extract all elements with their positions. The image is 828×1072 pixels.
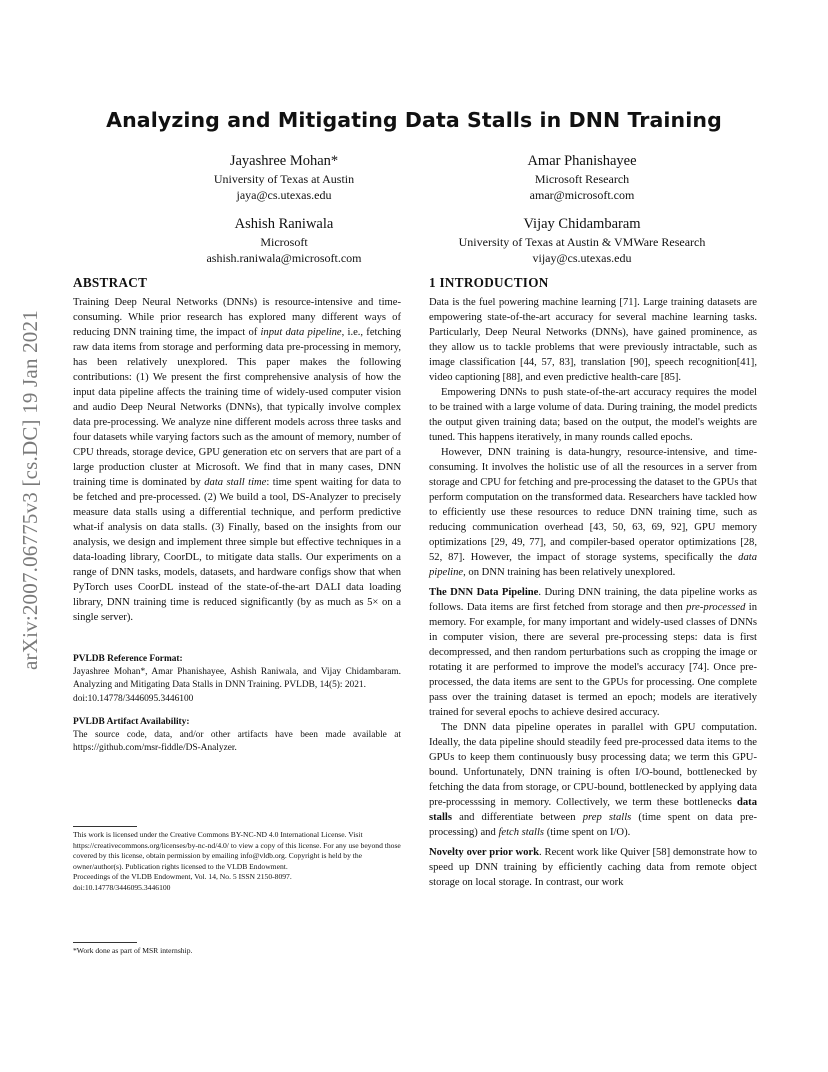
pvldb-reference-text: Jayashree Mohan*, Amar Phanishayee, Ashish Raniwala, and Vijay Chidambaram. Analyzing and Mitigating Data Stalls in DNN Training. PVLDB, 14(5): 2021.	[73, 667, 401, 691]
license-proceedings: Proceedings of the VLDB Endowment, Vol. 14, No. 5 ISSN 2150-8097.	[73, 872, 292, 882]
license-block	[73, 830, 401, 894]
author-name: Vijay Chidambaram	[523, 216, 641, 232]
pvldb-artifact-text: The source code, data, and/or other artifacts have been made available at https://github.com/msr-fiddle/DS-Analyzer.	[73, 730, 401, 754]
pvldb-reference	[73, 653, 401, 706]
license-doi: doi:10.14778/3446095.3446100	[73, 882, 171, 892]
footnote: *Work done as part of MSR internship.	[73, 946, 193, 955]
author-email: jaya@cs.utexas.edu	[236, 188, 332, 202]
novelty-paragraph: Novelty over prior work. Recent work like Quiver [58] demonstrate how to speed up DNN training by efficiently caching data from remote object storage on local storage. In contrast, our work	[429, 847, 757, 888]
pvldb-reference-heading: PVLDB Reference Format:	[73, 654, 183, 664]
abstract-text: Training Deep Neural Networks (DNNs) is resource-intensive and time-consuming. While prior research has explored many different ways of reducing DNN training time, the impact of input data pipeline, i.e., fetching raw data items from storage and performing data pre-processing in memory, has been relatively unexplored. This paper makes the following contributions: (1) We present the first comprehensive analysis of how the input data pipeline affects the training time of widely-used computer vision and audio Deep Neural Networks (DNNs), that typically involve complex data pre-processing. We analyze nine different models across three tasks and four datasets while varying factors such as the amount of memory, number of CPU threads, storage device, GPU generation etc on servers that are part of a large production cluster at Microsoft. We find that in many cases, DNN training time is dominated by data stall time: time spent waiting for data to be fetched and pre-processed. (2) We build a tool, DS-Analyzer to precisely measure data stalls using a differential technique, and perform predictive what-if analysis on data stalls. (3) Finally, based on the insights from our analysis, we design and implement three simple but effective techniques in a data-loading library, CoorDL, to mitigate data stalls. Our experiments on a range of DNN tasks, models, datasets, and hardware configs show that when PyTorch uses CoorDL instead of the state-of-the-art DALI data loading library, DNN training time is reduced significantly (by as much as 5× on a single server).	[73, 297, 401, 623]
right-column	[429, 275, 757, 890]
author-affiliation: Microsoft Research	[534, 172, 630, 186]
author-affiliation: University of Texas at Austin	[213, 172, 355, 186]
author-block-2	[418, 151, 746, 203]
author-block-1	[134, 151, 434, 203]
author-email: amar@microsoft.com	[529, 188, 635, 202]
author-block-4	[418, 214, 746, 266]
author-affiliation: Microsoft	[260, 235, 308, 249]
abstract-heading: ABSTRACT	[73, 275, 148, 290]
license-text: This work is licensed under the Creative Commons BY-NC-ND 4.0 International License. Visit https://creativecommons.org/licenses/by-nc-nd/4.0/ to view a copy of this license. For any use beyond those covered by this license, obtain permission by emailing info@vldb.org. Copyright is held by the owner/author(s). Publication rights licensed to the VLDB Endowment.	[73, 830, 401, 871]
intro-paragraph-2: Empowering DNNs to push state-of-the-art accuracy requires the model to be trained with a large volume of data. During training, the model predicts the output given training data; based on the output, the model's weights are tuned. This happens iteratively, in many rounds called epochs.	[429, 387, 757, 443]
data-stalls-paragraph: The DNN data pipeline operates in parallel with GPU computation. Ideally, the data pipeline should steadily feed pre-processed data items to the GPUs to keep them continuously busy processing data; we term this GPU-bound. Unfortunately, DNN training is often I/O-bound, bottlenecked by fetching the data from storage, or CPU-bound, bottlenecked by applying data pre-processsing in memory. Collectively, we term these bottlenecks data stalls and differentiate between prep stalls (time spent on data pre-processing) and fetch stalls (time spent on I/O).	[429, 722, 758, 838]
footnote-rule	[73, 942, 137, 943]
intro-paragraph-3: However, DNN training is data-hungry, resource-intensive, and time-consuming. It involves the holistic use of all the resources in a server from storage and CPU for fetching and pre-processing the dataset to the GPUs that perform computation on the transformed data. Researchers have tackled how to efficiently use these resources to reduce DNN training time, such as reducing communication overhead [43, 50, 63, 69, 92], GPU memory optimizations [29, 49, 77], and compiler-based operator optimizations [28, 52, 87]. However, the impact of storage systems, specifically the data pipeline, on DNN training has been relatively unexplored.	[429, 447, 757, 578]
pvldb-artifact-heading: PVLDB Artifact Availability:	[73, 716, 190, 727]
pvldb-artifact	[73, 716, 401, 756]
data-pipeline-paragraph: The DNN Data Pipeline. During DNN training, the data pipeline works as follows. Data items are first fetched from storage and then pre-processed in memory. For example, for many important and widely-used classes of DNNs in computer vision, there are several pre-processing steps: data is first decompressed, and then random perturbations such as cropping the image or rotating it are performed to improve the model's accuracy [74]. Once pre-processed, the data items are sent to the GPUs for processing. One complete pass over the training dataset is termed an epoch; models are iteratively trained for several epochs to achieve desired accuracy.	[429, 587, 758, 718]
intro-paragraph-1: Data is the fuel powering machine learning [71]. Large training datasets are empowering state-of-the-art accuracy for several machine learning tasks. Particularly, Deep Neural Networks (DNNs), have gained prominence, as they allow us to tackle problems that were previously intractable, such as image classification [44, 57, 83], translation [90], speech recognition[41], video captioning [88], and even predictive health-care [85].	[429, 297, 757, 383]
author-email: vijay@cs.utexas.edu	[532, 251, 632, 265]
intro-heading: 1 INTRODUCTION	[429, 275, 549, 290]
arxiv-stamp: arXiv:2007.06775v3 [cs.DC] 19 Jan 2021	[18, 310, 42, 670]
author-affiliation: University of Texas at Austin & VMWare Research	[458, 235, 706, 249]
left-column	[73, 275, 401, 755]
pvldb-reference-doi: doi:10.14778/3446095.3446100	[73, 693, 194, 704]
author-name: Ashish Raniwala	[234, 216, 334, 232]
license-rule	[73, 826, 137, 827]
author-block-3	[134, 214, 434, 266]
paper-title: Analyzing and Mitigating Data Stalls in DNN Training	[106, 108, 722, 132]
author-name: Amar Phanishayee	[527, 153, 637, 169]
author-email: ashish.raniwala@microsoft.com	[206, 251, 362, 265]
author-name: Jayashree Mohan*	[229, 153, 339, 169]
